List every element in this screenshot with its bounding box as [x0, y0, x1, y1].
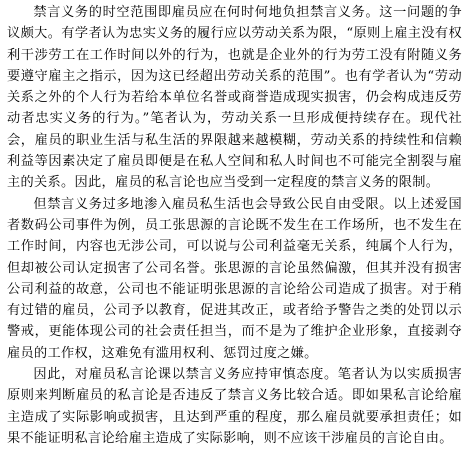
paragraph-freedom-restriction: 但禁言义务过多地渗入雇员私生活也会导致公民自由受限。以上述爱国者数码公司事件为例，员工张思源的言论既不发生在工作场所，也不发生在工作时间，内容也无涉公司，可以说与公司利益毫无关系，纯属个人行为，但却被公司认定损害了公司名誉。张思源的言论虽然偏激，但其并没有损害公司利益的故意，公司也不能证明张思源的言论给公司造成了损害。对于稍有过错的雇员，公司予以教育，促进其改正，或者给予警告之类的处罚以示警戒，更能体现公司的社会责任担当，而不是为了维护企业形象，直接剥夺雇员的工作权，这难免有滥用权利、惩罚过度之嫌。 — [7, 196, 462, 361]
paragraph-conclusion: 因此，对雇员私言论课以禁言义务应持审慎态度。笔者认为以实质损害原则来判断雇员的私言论是否违反了禁言义务比较合适。即如果私言论给雇主造成了实际影响或损害，且达到严重的程度，那么雇员就要承担责任；如果不能证明私言论给雇主造成了实际影响，则不应该干涉雇员的言论自由。 — [7, 367, 462, 446]
paragraph-time-space-scope: 禁言义务的时空范围即雇员应在何时何地负担禁言义务。这一问题的争议颇大。有学者认为忠实义务的履行应以劳动关系为限，“原则上雇主没有权利干涉劳工在工作时间以外的行为，也就是企业外的行为劳工没有附随义务要遵守雇主之指示，因为这已经超出劳动关系的范围”。也有学者认为“劳动关系之外的个人行为若给本单位名誉或商誉造成现实损害，仍会构成违反劳动者忠实义务的行为。”笔者认为，劳动关系一旦形成便持续存在。现代社会，雇员的职业生活与私生活的界限越来越模糊，劳动关系的持续性和信赖利益等因素决定了雇员即便是在私人空间和私人时间也不可能完全割裂与雇主的关系。因此，雇员的私言论也应当受到一定程度的禁言义务的限制。 — [7, 5, 462, 191]
